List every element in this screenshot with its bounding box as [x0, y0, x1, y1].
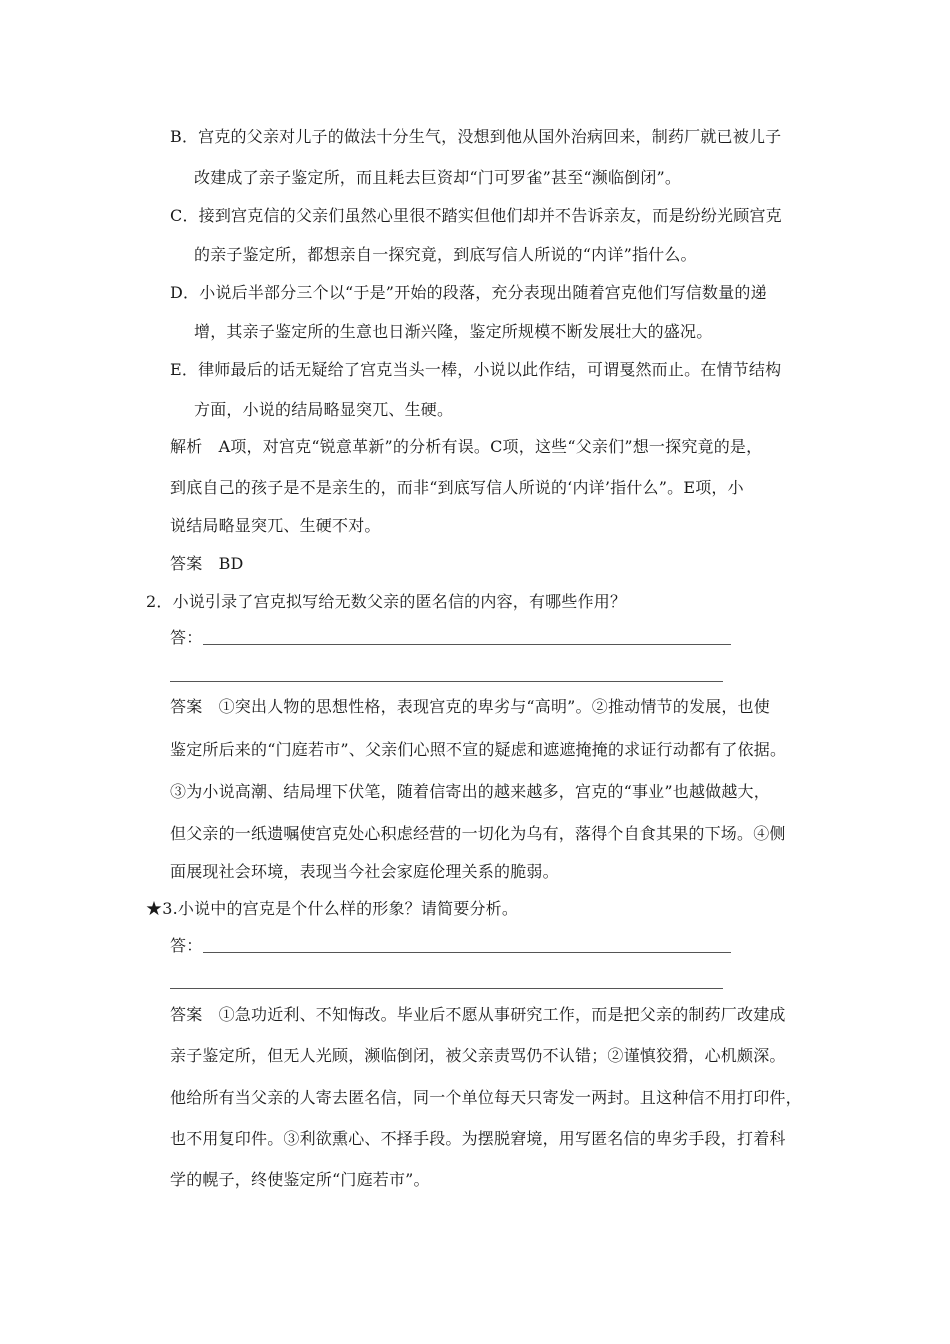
- option-e-line-1: E．律师最后的话无疑给了宫克当头一棒，小说以此作结，可谓戛然而止。在情节结构: [170, 360, 782, 379]
- question-3: ★3.小说中的宫克是个什么样的形象？请简要分析。: [146, 899, 519, 918]
- question-2-answer-line-1: 答案 ①突出人物的思想性格，表现宫克的卑劣与“高明”。②推动情节的发展，也使: [170, 697, 770, 716]
- question-3-answer-blank-1[interactable]: [203, 952, 731, 953]
- analysis-line-2: 到底自己的孩子是不是亲生的，而非“到底写信人所说的‘内详’指什么”。E项，小: [170, 478, 744, 497]
- question-3-answer-line-1: 答案 ①急功近利、不知悔改。毕业后不愿从事研究工作，而是把父亲的制药厂改建成: [170, 1005, 786, 1024]
- answer-1: 答案 BD: [170, 554, 244, 573]
- question-3-answer-line-2: 亲子鉴定所，但无人光顾，濒临倒闭，被父亲责骂仍不认错；②谨慎狡猾，心机颇深。: [170, 1046, 786, 1065]
- analysis-line-3: 说结局略显突兀、生硬不对。: [170, 516, 381, 535]
- question-3-answer-blank-2[interactable]: [170, 988, 723, 989]
- question-2-answer-line-3: ③为小说高潮、结局埋下伏笔，随着信寄出的越来越多，宫克的“事业”也越做越大，: [170, 782, 770, 801]
- question-3-answer-line-3: 他给所有当父亲的人寄去匿名信，同一个单位每天只寄发一两封。且这种信不用打印件，: [170, 1088, 802, 1107]
- option-c-line-2: 的亲子鉴定所，都想亲自一探究竟，到底写信人所说的“内详”指什么。: [194, 245, 697, 264]
- option-e-line-2: 方面，小说的结局略显突兀、生硬。: [194, 400, 454, 419]
- question-2-answer-line-2: 鉴定所后来的“门庭若市”、父亲们心照不宣的疑虑和遮遮掩掩的求证行动都有了依据。: [170, 740, 787, 759]
- question-2-answer-prompt: 答：: [170, 628, 203, 647]
- option-c-line-1: C．接到宫克信的父亲们虽然心里很不踏实但他们却并不告诉亲友，而是纷纷光顾宫克: [170, 206, 782, 225]
- option-d-line-1: D．小说后半部分三个以“于是”开始的段落，充分表现出随着宫克他们写信数量的递: [170, 283, 767, 302]
- question-2: 2．小说引录了宫克拟写给无数父亲的匿名信的内容，有哪些作用？: [146, 592, 627, 611]
- question-2-answer-line-5: 面展现社会环境，表现当今社会家庭伦理关系的脆弱。: [170, 862, 559, 881]
- question-2-answer-blank-2[interactable]: [170, 681, 723, 682]
- question-3-answer-line-4: 也不用复印件。③利欲熏心、不择手段。为摆脱窘境，用写匿名信的卑劣手段，打着科: [170, 1129, 786, 1148]
- question-2-answer-blank-1[interactable]: [203, 644, 731, 645]
- option-b-line-1: B．宫克的父亲对儿子的做法十分生气，没想到他从国外治病回来，制药厂就已被儿子: [170, 127, 782, 146]
- analysis-line-1: 解析 A项，对宫克“锐意革新”的分析有误。C项，这些“父亲们”想一探究竟的是，: [170, 437, 763, 456]
- question-3-answer-line-5: 学的幌子，终使鉴定所“门庭若市”。: [170, 1170, 430, 1189]
- option-d-line-2: 增，其亲子鉴定所的生意也日渐兴隆，鉴定所规模不断发展壮大的盛况。: [194, 322, 713, 341]
- question-3-answer-prompt: 答：: [170, 936, 203, 955]
- option-b-line-2: 改建成了亲子鉴定所，而且耗去巨资却“门可罗雀”甚至“濒临倒闭”。: [194, 168, 682, 187]
- question-2-answer-line-4: 但父亲的一纸遗嘱使宫克处心积虑经营的一切化为乌有，落得个自食其果的下场。④侧: [170, 824, 786, 843]
